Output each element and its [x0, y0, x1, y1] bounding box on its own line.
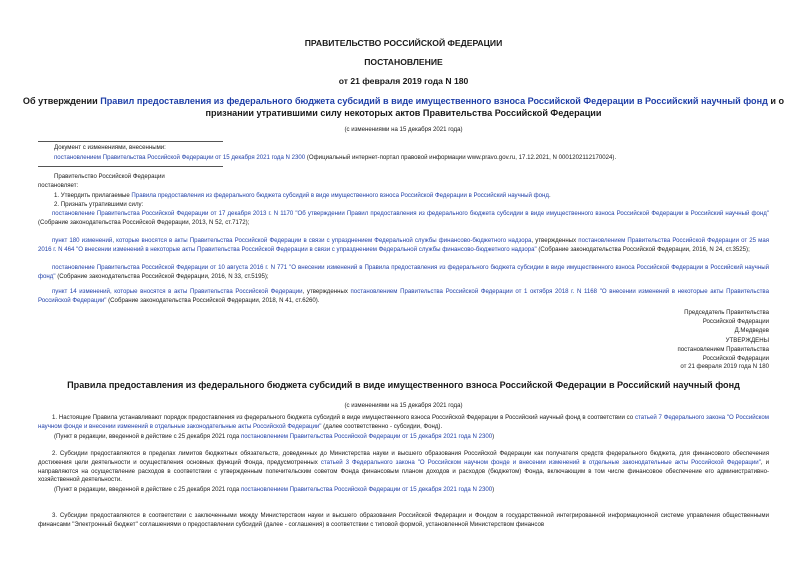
rules-amended-note: (с изменениями на 15 декабря 2021 года) — [344, 402, 463, 409]
item-2d — [38, 288, 769, 306]
item-2a — [38, 210, 769, 228]
approved-date: от 21 февраля 2019 года N 180 — [680, 363, 769, 371]
signature-title: Председатель Правительства — [684, 309, 769, 316]
p1-law-link[interactable]: статьей 7 Федерального закона "О Российском научном фонде и внесении изменений в отдельные законодательные акты Российской Федерации" — [38, 414, 769, 430]
rules-title: Правила предоставления из федерального бюджета субсидий в виде имущественного взноса Российской Федерации в Российский научный фонд — [67, 380, 740, 390]
document-date-number: от 21 февраля 2019 года N 180 — [338, 76, 469, 86]
signature-block — [569, 309, 769, 335]
p2-tail: , и направляются на осуществление расходов в соответствии с утвержденным попечительским советом Фонда финансовым планом доходов и расходов (бюджетом) Фонда, включающим в том числе финансовое обеспечение его административно-хозяйственной деятельности. — [38, 458, 769, 484]
title-rules-link[interactable]: Правил предоставления из федерального бюджета субсидий в виде имущественного взноса Российской Федерации в Российский научный фонд — [100, 96, 768, 106]
changes-line — [54, 154, 616, 163]
item-2d-link[interactable]: пункт 14 изменений, которые вносятся в акты Правительства Российской Федерации — [52, 288, 303, 295]
p1-note-prefix: (Пункт в редакции, введенной в действие с 25 декабря 2021 года — [54, 433, 241, 440]
document-type: ПОСТАНОВЛЕНИЕ — [364, 57, 443, 67]
item-2c-tail: (Собрание законодательства Российской Федерации, 2016, N 33, ст.5195); — [55, 272, 269, 280]
preamble-government: Правительство Российской Федерации — [54, 173, 165, 180]
p2-law-link[interactable]: статьей 3 Федерального закона "О Российском научном фонде и внесении изменений в отдельные законодательные акты Российской Федерации" — [320, 458, 761, 466]
rules-paragraph-2 — [38, 450, 769, 485]
document-title — [20, 95, 787, 119]
p1-text: 1. Настоящие Правила устанавливают порядок предоставления из федерального бюджета субсидий в виде имущественного взноса Российской Федерации в Российский научный фонд в соответствии со — [52, 414, 635, 421]
divider — [38, 141, 223, 142]
amended-note: (с изменениями на 15 декабря 2021 года) — [344, 126, 463, 133]
item-2b-mid: , утвержденных — [531, 237, 579, 244]
item-2a-link[interactable]: постановление Правительства Российской Федерации от 17 декабря 2013 г. N 1170 "Об утверждении Правил предоставления из федерального бюджета субсидии в виде имущественного взноса Российской Федерации в Российский научный фонд" — [52, 210, 769, 217]
approved-label: УТВЕРЖДЕНЫ — [725, 337, 769, 344]
item-2d-tail: (Собрание законодательства Российской Федерации, 2018, N 41, ст.6260). — [106, 296, 320, 304]
item-1 — [54, 192, 551, 201]
approved-country: Российской Федерации — [702, 354, 769, 362]
rules-paragraph-1 — [38, 414, 769, 432]
item-1-prefix: 1. Утвердить прилагаемые — [54, 192, 132, 199]
government-heading: ПРАВИТЕЛЬСТВО РОССИЙСКОЙ ФЕДЕРАЦИИ — [304, 38, 503, 48]
approval-stamp — [569, 337, 769, 372]
signature-country: Российской Федерации — [702, 317, 769, 325]
changes-label: Документ с изменениями, внесенными: — [54, 144, 166, 151]
rules-paragraph-3 — [38, 512, 769, 530]
approved-by: постановлением Правительства — [677, 345, 769, 353]
signature-name: Д.Медведев — [734, 326, 769, 334]
item-2: 2. Признать утратившими силу: — [54, 201, 144, 208]
p1-note-link[interactable]: постановлением Правительства Российской Федерации от 15 декабря 2021 года N 2300 — [240, 433, 493, 440]
p3-text: 3. Субсидии предоставляются в соответствии с заключенными между Министерством науки и высшего образования Российской Федерации и Фондом в государственной интегрированной информационной системе управления общественными финансами "Электронный бюджет" соглашениями о предоставлении субсидий (далее - соглашения) в соответствии с типовой формой, установленной Министерством финансов — [38, 512, 769, 528]
item-2b — [38, 237, 769, 255]
item-2d-mid: , утвержденных — [302, 288, 351, 295]
item-1-suffix: . — [548, 192, 551, 199]
rules-paragraph-1-note — [54, 433, 494, 442]
item-2b-decree-link[interactable]: постановлением Правительства Российской Федерации от 25 мая 2016 г. N 464 "О внесении изменений в некоторые акты Правительства Российской Федерации в связи с упразднением Федеральной службы финансово-бюджетного надзора" — [38, 237, 770, 253]
p1-note-suffix: ) — [492, 433, 495, 440]
changes-tail: (Официальный интернет-портал правовой информации www.pravo.gov.ru, 17.12.2021, N 0001202112170024). — [305, 154, 617, 161]
item-2c-link[interactable]: постановление Правительства Российской Федерации от 10 августа 2016 г. N 771 "О внесении изменений в Правила предоставления из федерального бюджета субсидии в виде имущественного взноса Российской Федерации в Российский научный фонд" — [38, 264, 769, 280]
p2-note-link[interactable]: постановлением Правительства Российской Федерации от 15 декабря 2021 года N 2300 — [240, 486, 493, 493]
item-2d-decree-link[interactable]: постановлением Правительства Российской Федерации от 1 октября 2018 г. N 1168 "О внесении изменений в некоторые акты Правительства Российской Федерации" — [38, 288, 769, 304]
p2-text: 2. Субсидии предоставляются в пределах лимитов бюджетных обязательств, доведенных до Министерства науки и высшего образования Российской Федерации как получателя средств федерального бюджета, для финансового обеспечения достижения цели деятельности и осуществления основных функций Фонда, предусмотренных — [38, 450, 769, 466]
item-2b-tail: (Собрание законодательства Российской Федерации, 2016, N 24, ст.3525); — [536, 245, 750, 253]
item-1-rules-link[interactable]: Правила предоставления из федерального бюджета субсидий в виде имущественного взноса Российской Федерации в Российский научный фонд — [131, 192, 549, 199]
p2-note-prefix: (Пункт в редакции, введенной в действие с 25 декабря 2021 года — [54, 486, 241, 493]
p2-note-suffix: ) — [492, 486, 495, 493]
title-suffix: и о признании утратившими силу некоторых актов Правительства Российской Федерации — [205, 96, 785, 118]
divider — [38, 166, 223, 167]
item-2b-link[interactable]: пункт 180 изменений, которые вносятся в акты Правительства Российской Федерации в связи с упразднением Федеральной службы финансово-бюджетного надзора — [52, 237, 532, 244]
p1-tail: (далее соответственно - субсидии, Фонд). — [321, 422, 443, 430]
item-2a-tail: (Собрание законодательства Российской Федерации, 2013, N 52, ст.7172); — [38, 218, 250, 226]
preamble-decree: постановляет: — [38, 182, 79, 189]
rules-paragraph-2-note — [54, 486, 494, 495]
amendment-2300-link[interactable]: постановлением Правительства Российской Федерации от 15 декабря 2021 года N 2300 — [54, 154, 306, 161]
title-prefix: Об утверждении — [22, 96, 101, 106]
item-2c — [38, 264, 769, 282]
